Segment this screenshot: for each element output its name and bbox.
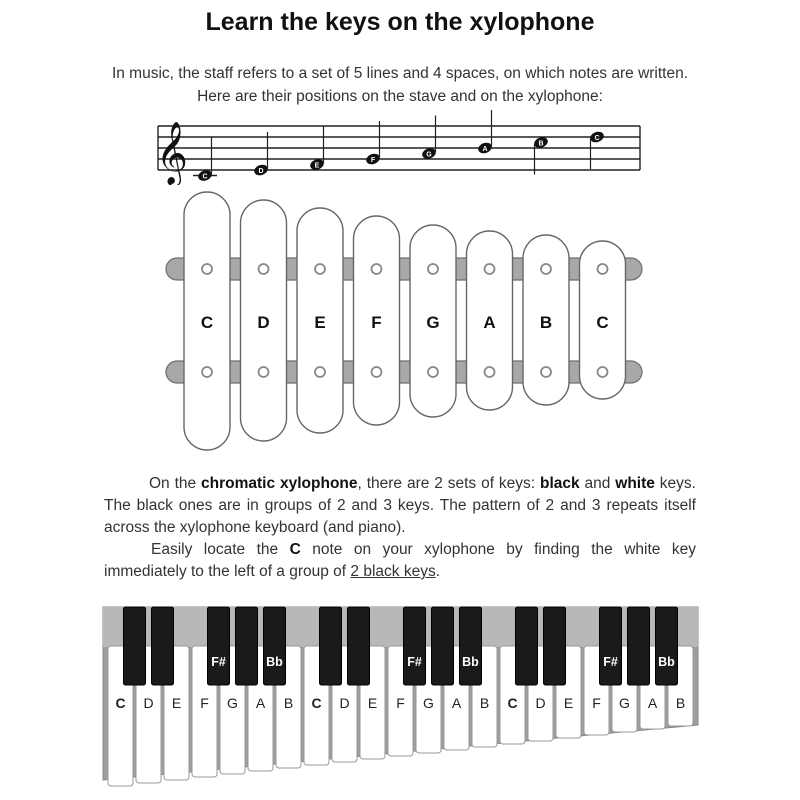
paragraph-chromatic [104, 473, 696, 539]
black-key-body [236, 607, 258, 685]
note-letter: C [594, 135, 600, 142]
white-key-label: E [563, 695, 574, 711]
music-staff [0, 110, 800, 185]
text: keys. The black ones are in groups of 2 and 3 keys. The pattern of 2 and 3 repeats itself across the xylophone keyboard (and piano). [104, 475, 696, 536]
bar-hole [428, 367, 438, 377]
white-key-label: B [479, 695, 490, 711]
black-key-body [208, 607, 230, 685]
black-key[interactable] [432, 607, 454, 685]
xylophone-bar[interactable] [523, 235, 569, 405]
black-key[interactable] [404, 607, 426, 685]
white-key-label: B [675, 695, 686, 711]
text: On the [149, 475, 202, 492]
bar-label: C [596, 313, 609, 332]
black-key-body [404, 607, 426, 685]
white-key-label: F [396, 695, 405, 711]
note-letter: D [258, 168, 264, 175]
black-key[interactable] [348, 607, 370, 685]
staff-note [589, 130, 606, 169]
black-key[interactable] [628, 607, 650, 685]
bar-hole [541, 367, 551, 377]
black-key-body [264, 607, 286, 685]
staff-note [253, 132, 270, 177]
staff-note [533, 135, 550, 174]
xylophone-diagram [0, 185, 800, 455]
bar-hole [202, 367, 212, 377]
note-letter: B [538, 140, 544, 148]
white-key-label: A [451, 695, 462, 711]
black-key[interactable] [236, 607, 258, 685]
bar-hole [202, 264, 212, 274]
note-letter: E [314, 162, 320, 170]
black-key-body [460, 607, 482, 685]
black-key-body [124, 607, 146, 685]
white-key-label: D [143, 695, 154, 711]
black-key-body [544, 607, 566, 685]
white-key-label: F [200, 695, 209, 711]
xylophone-bar[interactable] [354, 216, 400, 425]
text: , there are 2 sets of keys: [357, 475, 540, 492]
black-key[interactable] [152, 607, 174, 685]
bar-hole [598, 367, 608, 377]
bar-hole [259, 264, 269, 274]
xylophone-bar[interactable] [297, 208, 343, 433]
note-letter: F [370, 157, 376, 164]
black-key-body [516, 607, 538, 685]
intro-line-2: Here are their positions on the stave and on the xylophone: [197, 88, 603, 105]
white-key-label: D [535, 695, 546, 711]
white-key-label: E [171, 695, 182, 711]
bold-text: white [615, 475, 655, 492]
staff-note [421, 116, 438, 161]
bold-text: black [539, 475, 580, 492]
bottom-rail [166, 361, 642, 383]
xylophone-bar[interactable] [580, 241, 626, 399]
staff-note [477, 110, 494, 155]
bar-hole [428, 264, 438, 274]
staff-note [309, 127, 326, 172]
white-key-label: E [367, 695, 378, 711]
black-key-body [320, 607, 342, 685]
text: and [579, 475, 616, 492]
black-key[interactable] [600, 607, 622, 685]
bar-hole [372, 367, 382, 377]
white-key-label: B [283, 695, 294, 711]
black-key-label: F# [211, 655, 226, 669]
bar-hole [485, 367, 495, 377]
black-key-label: Bb [462, 655, 479, 669]
bar-hole [541, 264, 551, 274]
description [104, 473, 696, 583]
white-key-label: C [507, 695, 518, 711]
bold-text: chromatic xylophone [201, 475, 358, 492]
white-key-label: G [423, 695, 434, 711]
xylophone-bar[interactable] [467, 231, 513, 410]
staff-note [365, 121, 382, 166]
black-key[interactable] [544, 607, 566, 685]
bar-hole [315, 367, 325, 377]
bar-label: A [483, 313, 496, 332]
black-key-body [600, 607, 622, 685]
bar-label: E [314, 313, 326, 332]
black-key-label: Bb [658, 655, 675, 669]
bar-label: B [539, 313, 553, 332]
bold-text: C [289, 541, 301, 558]
white-key-label: C [311, 695, 322, 711]
black-key[interactable] [460, 607, 482, 685]
black-key[interactable] [656, 607, 678, 685]
paragraph-locate-c [104, 539, 696, 583]
note-letter: A [482, 146, 488, 153]
underlined-text: 2 black keys [350, 563, 436, 580]
intro-line-1: In music, the staff refers to a set of 5 lines and 4 spaces, on which notes are written. [111, 65, 689, 82]
text: Easily locate the [151, 541, 290, 558]
black-key[interactable] [320, 607, 342, 685]
black-key[interactable] [208, 607, 230, 685]
note-letter: C [202, 173, 208, 181]
bar-hole [315, 264, 325, 274]
white-key-label: A [255, 695, 266, 711]
bar-label: G [426, 313, 440, 332]
white-key-label: G [227, 695, 238, 711]
bar-label: F [371, 313, 382, 332]
black-key[interactable] [516, 607, 538, 685]
bar-hole [485, 264, 495, 274]
keyboard [103, 607, 698, 786]
xylophone-bar[interactable] [241, 200, 287, 441]
black-key[interactable] [264, 607, 286, 685]
bar-hole [372, 264, 382, 274]
treble-clef-icon: 𝄞 [156, 123, 188, 183]
staff-notes [193, 110, 605, 183]
bar-label: D [257, 313, 270, 332]
top-rail [166, 258, 642, 280]
text: note on your xylophone by finding the white key immediately to the left of a group of [104, 541, 696, 580]
black-key-body [656, 607, 678, 685]
white-key-label: F [592, 695, 601, 711]
black-key-body [432, 607, 454, 685]
black-key-label: F# [407, 655, 422, 669]
bar-label: C [200, 313, 214, 332]
text: . [435, 563, 441, 580]
black-key[interactable] [124, 607, 146, 685]
intro-text [60, 62, 740, 108]
staff-note [193, 138, 217, 183]
black-key-label: Bb [266, 655, 283, 669]
white-key-label: A [647, 695, 658, 711]
xylophone-rails [166, 258, 642, 383]
black-key-body [348, 607, 370, 685]
black-key-label: F# [603, 655, 618, 669]
page-title: Learn the keys on the xylophone [205, 8, 595, 36]
black-key-body [152, 607, 174, 685]
note-letter: G [426, 151, 432, 159]
keyboard-diagram [0, 600, 800, 800]
bar-hole [259, 367, 269, 377]
xylophone-bars [184, 192, 626, 450]
black-key-body [628, 607, 650, 685]
xylophone-bar[interactable] [410, 225, 456, 417]
xylophone-bar[interactable] [184, 192, 230, 450]
white-key-label: G [619, 695, 630, 711]
white-key-label: D [339, 695, 350, 711]
bar-hole [598, 264, 608, 274]
white-key-label: C [115, 695, 126, 711]
